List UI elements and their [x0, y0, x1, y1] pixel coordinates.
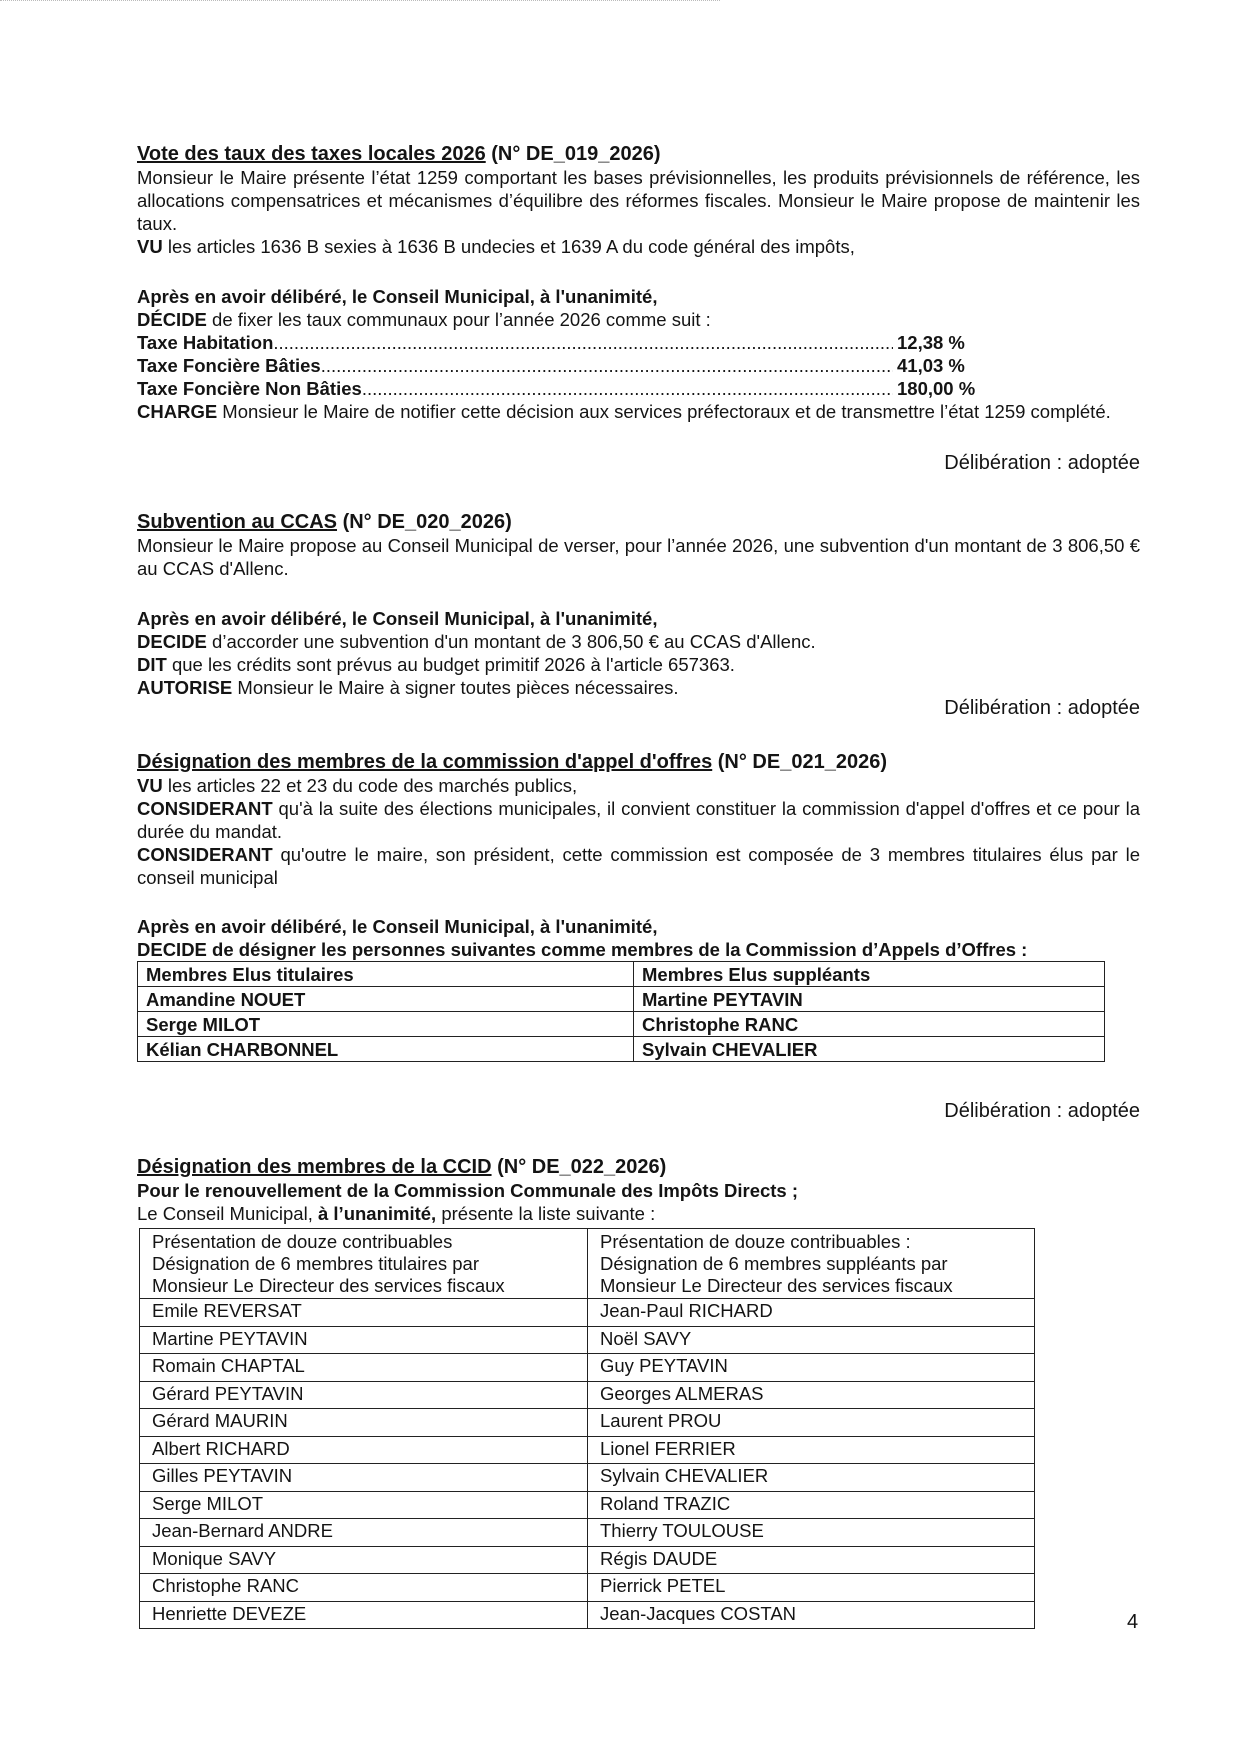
table-row: [140, 1354, 1035, 1382]
rate-label: Taxe Foncière Bâties: [137, 355, 321, 376]
section-title: [137, 750, 1140, 774]
verdict-adopted: Délibération : adoptée: [944, 697, 1140, 719]
leader-dots: [321, 354, 893, 377]
presents-keyword: à l’unanimité,: [317, 1203, 437, 1224]
dit-keyword: DIT: [137, 654, 167, 675]
table-cell: Roland TRAZIC: [588, 1491, 1035, 1519]
decide-text: d’accorder une subvention d'un montant de 3 806,50 € au CCAS d'Allenc.: [206, 631, 816, 652]
table-row: [140, 1546, 1035, 1574]
autorise-paragraph: [137, 676, 1140, 699]
vu-paragraph: [137, 235, 1140, 258]
rate-label: Taxe Habitation: [137, 332, 274, 353]
table-row: [140, 1326, 1035, 1354]
table-row: [140, 1409, 1035, 1437]
title-text: Vote des taux des taxes locales 2026: [137, 143, 486, 165]
header-line: Monsieur Le Directeur des services fiscaux: [600, 1275, 953, 1296]
table-header-cell: [588, 1229, 1035, 1299]
decide-keyword: DÉCIDE: [137, 309, 207, 330]
rate-label: Taxe Foncière Non Bâties: [137, 378, 362, 399]
decide-paragraph: DECIDE de désigner les personnes suivantes comme membres de la Commission d’Appels d’Offres :: [137, 939, 1028, 960]
header-line: Monsieur Le Directeur des services fiscaux: [152, 1275, 505, 1296]
table-row: [140, 1601, 1035, 1629]
table-cell: Gérard PEYTAVIN: [140, 1381, 588, 1409]
table-cell: Noël SAVY: [588, 1326, 1035, 1354]
charge-text: Monsieur le Maire de notifier cette décision aux services préfectoraux et de transmettre l’état 1259 complété.: [217, 401, 1111, 422]
table-cell: Martine PEYTAVIN: [140, 1326, 588, 1354]
table-row: [140, 1299, 1035, 1327]
section-title: [137, 510, 1140, 534]
table-row: [140, 1519, 1035, 1547]
deliberation-line: Après en avoir délibéré, le Conseil Municipal, à l'unanimité,: [137, 916, 658, 937]
page-number: 4: [1127, 1611, 1139, 1633]
leader-dots: [362, 377, 893, 400]
header-line: Présentation de douze contribuables :: [600, 1231, 911, 1252]
table-cell: Gilles PEYTAVIN: [140, 1464, 588, 1492]
intro-paragraph: Monsieur le Maire propose au Conseil Municipal de verser, pour l’année 2026, une subvention d'un montant de 3 806,50 € au CCAS d'Allenc.: [137, 535, 1140, 579]
considerant-text: qu'outre le maire, son président, cette commission est composée de 3 membres titulaires élus par le conseil municipal: [137, 844, 1140, 888]
table-cell: Georges ALMERAS: [588, 1381, 1035, 1409]
table-header-cell: [140, 1229, 588, 1299]
intro-paragraph: Monsieur le Maire présente l’état 1259 comportant les bases prévisionnelles, les produits prévisionnels de référence, les allocations compensatrices et mécanismes d’équilibre des réformes fiscales. Monsieur le Maire propose de maintenir les taux.: [137, 167, 1140, 234]
table-cell: Pierrick PETEL: [588, 1574, 1035, 1602]
leader-dots: [273, 331, 893, 354]
rate-value: 41,03 %: [897, 355, 965, 376]
considerant-keyword: CONSIDERANT: [137, 798, 273, 819]
ccid-table: [139, 1228, 1035, 1629]
rate-value: 12,38 %: [897, 332, 965, 353]
header-line: Désignation de 6 membres suppléants par: [600, 1253, 948, 1274]
deliberation-line: Après en avoir délibéré, le Conseil Municipal, à l'unanimité,: [137, 608, 658, 629]
table-row: [140, 1464, 1035, 1492]
title-text: Désignation des membres de la CCID: [137, 1156, 492, 1178]
table-cell: Sylvain CHEVALIER: [588, 1464, 1035, 1492]
presents-text: Le Conseil Municipal,: [137, 1203, 318, 1224]
vu-keyword: VU: [137, 775, 163, 796]
table-cell: Kélian CHARBONNEL: [138, 1037, 634, 1062]
scan-artifact: [0, 0, 720, 6]
section-title: [137, 1155, 1140, 1179]
table-cell: Albert RICHARD: [140, 1436, 588, 1464]
table-cell: Jean-Jacques COSTAN: [588, 1601, 1035, 1629]
table-row: [140, 1491, 1035, 1519]
deliberation-line: Après en avoir délibéré, le Conseil Municipal, à l'unanimité,: [137, 286, 658, 307]
table-cell: Sylvain CHEVALIER: [634, 1037, 1105, 1062]
vu-paragraph: [137, 774, 1140, 797]
table-row: [140, 1574, 1035, 1602]
charge-keyword: CHARGE: [137, 401, 218, 422]
table-cell: Monique SAVY: [140, 1546, 588, 1574]
table-header-row: [138, 962, 1105, 987]
autorise-keyword: AUTORISE: [137, 677, 233, 698]
table-cell: Serge MILOT: [140, 1491, 588, 1519]
decide-paragraph: [137, 308, 1140, 331]
vu-text: les articles 22 et 23 du code des marchés publics,: [162, 775, 578, 796]
autorise-text: Monsieur le Maire à signer toutes pièces nécessaires.: [232, 677, 679, 698]
title-ref: (N° DE_020_2026): [337, 511, 512, 533]
table-cell: Christophe RANC: [140, 1574, 588, 1602]
table-cell: Christophe RANC: [634, 1012, 1105, 1037]
table-cell: Jean-Bernard ANDRE: [140, 1519, 588, 1547]
vu-keyword: VU: [137, 236, 163, 257]
table-row: [140, 1436, 1035, 1464]
title-text: Subvention au CCAS: [137, 511, 338, 533]
considerant-paragraph: [137, 797, 1140, 843]
title-ref: (N° DE_022_2026): [491, 1156, 667, 1178]
table-cell: Régis DAUDE: [588, 1546, 1035, 1574]
title-text: Désignation des membres de la commission d'appel d'offres: [137, 751, 713, 773]
header-line: Désignation de 6 membres titulaires par: [152, 1253, 479, 1274]
section-ccas-subsidy: [137, 510, 1140, 699]
dit-text: que les crédits sont prévus au budget primitif 2026 à l'article 657363.: [166, 654, 735, 675]
table-cell: Serge MILOT: [138, 1012, 634, 1037]
title-ref: (N° DE_021_2026): [712, 751, 887, 773]
table-row: [138, 1012, 1105, 1037]
presents-line: [137, 1202, 1140, 1225]
considerant-keyword: CONSIDERANT: [137, 844, 273, 865]
table-cell: Guy PEYTAVIN: [588, 1354, 1035, 1382]
renewal-line: Pour le renouvellement de la Commission Communale des Impôts Directs ;: [137, 1180, 799, 1201]
table-cell: Amandine NOUET: [138, 987, 634, 1012]
section-ccid: [137, 1155, 1140, 1225]
rate-row: [137, 377, 979, 400]
dit-paragraph: [137, 653, 1140, 676]
table-header-row: [140, 1229, 1035, 1299]
table-cell: Gérard MAURIN: [140, 1409, 588, 1437]
rate-value: 180,00 %: [897, 378, 976, 399]
title-ref: (N° DE_019_2026): [485, 143, 661, 165]
header-line: Présentation de douze contribuables: [152, 1231, 453, 1252]
presents-text: présente la liste suivante :: [436, 1203, 656, 1224]
verdict-adopted: Délibération : adoptée: [944, 452, 1140, 474]
table-cell: Romain CHAPTAL: [140, 1354, 588, 1382]
decide-text: de fixer les taux communaux pour l’année 2026 comme suit :: [206, 309, 711, 330]
table-row: [138, 987, 1105, 1012]
table-cell: Henriette DEVEZE: [140, 1601, 588, 1629]
table-cell: Martine PEYTAVIN: [634, 987, 1105, 1012]
charge-paragraph: [137, 400, 1140, 423]
considerant-paragraph: [137, 843, 1140, 889]
decide-paragraph: [137, 630, 1140, 653]
table-row: [138, 1037, 1105, 1062]
table-header-cell: Membres Elus titulaires: [138, 962, 634, 987]
table-cell: Jean-Paul RICHARD: [588, 1299, 1035, 1327]
verdict-adopted: Délibération : adoptée: [944, 1100, 1140, 1122]
section-tender-commission: [137, 750, 1140, 961]
table-cell: Lionel FERRIER: [588, 1436, 1035, 1464]
section-tax-rates: [137, 142, 1140, 423]
rate-row: [137, 354, 979, 377]
table-row: [140, 1381, 1035, 1409]
table-cell: Thierry TOULOUSE: [588, 1519, 1035, 1547]
considerant-text: qu'à la suite des élections municipales, il convient constituer la commission d'appel d'offres et ce pour la durée du mandat.: [137, 798, 1140, 842]
rate-row: [137, 331, 979, 354]
section-title: [137, 142, 1140, 166]
table-cell: Emile REVERSAT: [140, 1299, 588, 1327]
decide-keyword: DECIDE: [137, 631, 207, 652]
vu-text: les articles 1636 B sexies à 1636 B undecies et 1639 A du code général des impôts,: [162, 236, 855, 257]
table-header-cell: Membres Elus suppléants: [634, 962, 1105, 987]
tender-commission-table: [137, 961, 1105, 1062]
table-cell: Laurent PROU: [588, 1409, 1035, 1437]
